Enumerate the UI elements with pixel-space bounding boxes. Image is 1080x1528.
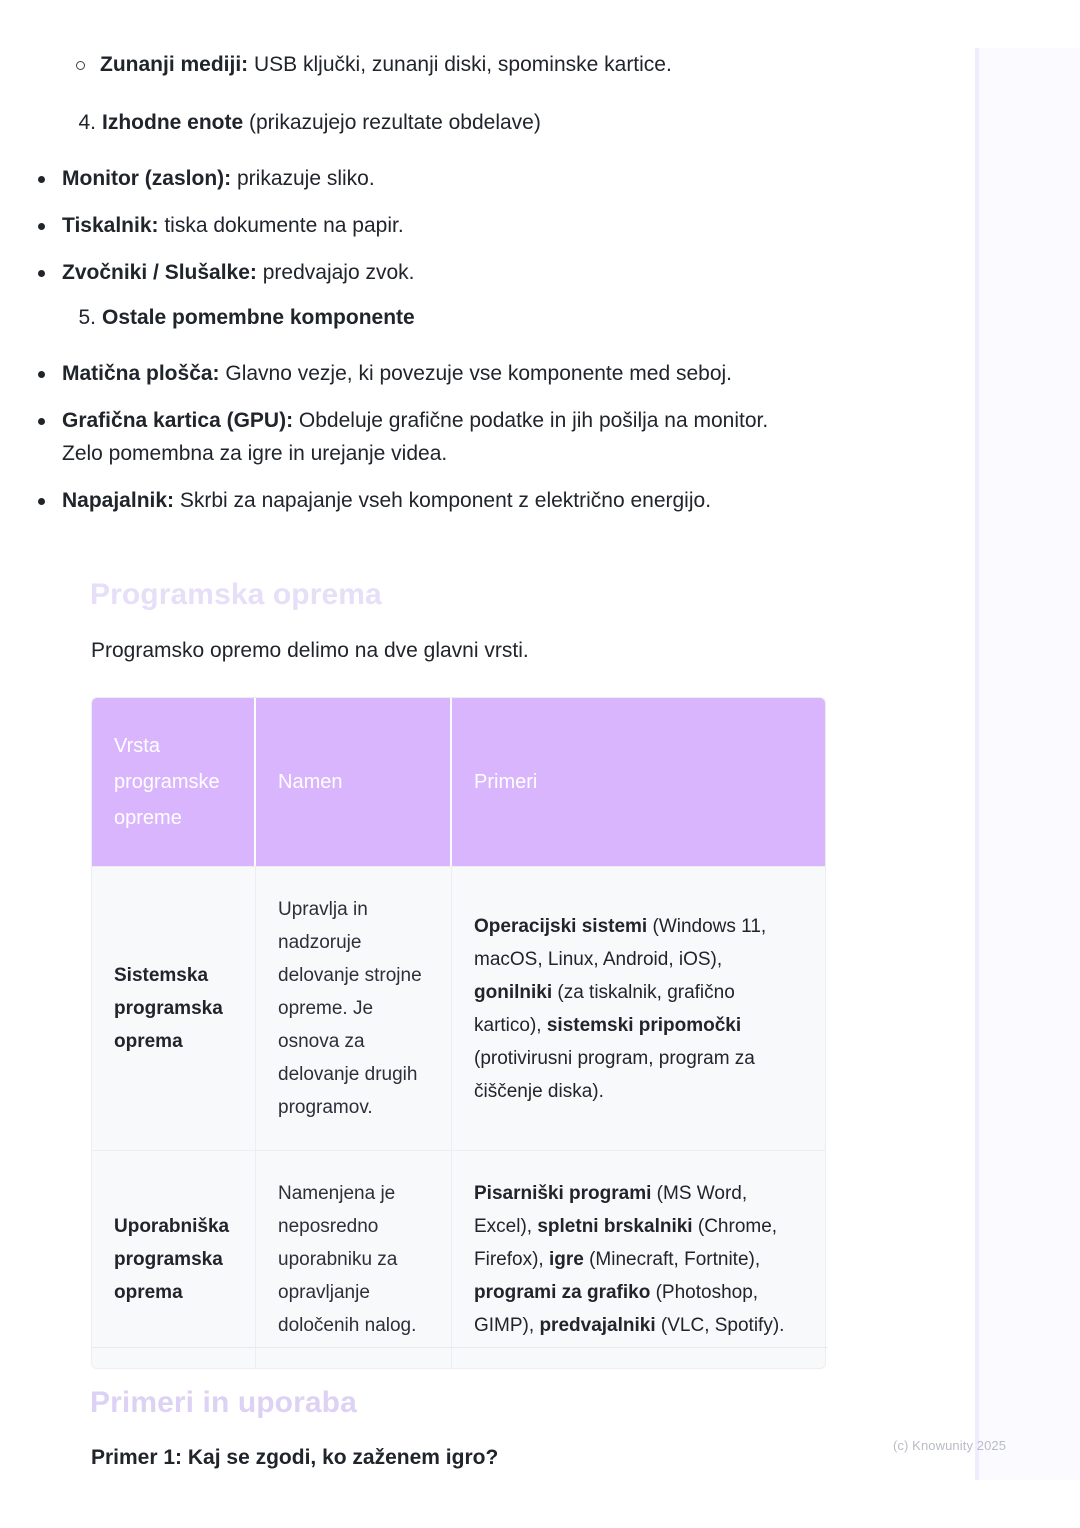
list-item: [62, 357, 782, 390]
example-term: predvajalniki: [539, 1315, 656, 1336]
list-item-desc: (prikazujejo rezultate obdelave): [243, 111, 541, 134]
cell-purpose: Namenjena je neposredno uporabniku za opravljanje določenih nalog.: [256, 1150, 452, 1368]
list-item-term: Tiskalnik:: [62, 214, 159, 237]
cell-purpose: Upravlja in nadzoruje delovanje strojne opreme. Je osnova za delovanje drugih programov.: [256, 866, 452, 1150]
example-subheading: Primer 1: Kaj se zgodi, ko zaženem igro?: [91, 1446, 499, 1469]
example-term: Operacijski sistemi: [474, 915, 648, 937]
list-item-desc: tiska dokumente na papir.: [158, 214, 404, 237]
example-term: igre: [548, 1249, 584, 1270]
list-item-term: Grafična kartica (GPU):: [62, 409, 294, 432]
example-term: programi za grafiko: [474, 1282, 651, 1303]
bullet-list-output-units: [0, 162, 900, 289]
list-item: [62, 404, 782, 470]
list-item-desc: Obdeluje grafične podatke in jih pošilja na monitor. Zelo pomembna za igre in urejanje videa.: [62, 409, 769, 465]
list-item-term: Izhodne enote: [102, 111, 244, 134]
list-item-desc: prikazuje sliko.: [231, 167, 375, 190]
table-row: [92, 1150, 825, 1368]
example-term: spletni brskalniki: [537, 1216, 693, 1237]
column-header-examples: Primeri: [452, 698, 825, 866]
software-intro-paragraph: Programsko opremo delimo na dve glavni vrsti.: [91, 639, 529, 662]
cell-examples: [452, 1150, 825, 1368]
right-edge-strip: [975, 48, 1080, 1480]
column-header-purpose: Namen: [256, 698, 452, 866]
list-item-term: Ostale pomembne komponente: [102, 306, 415, 329]
bullet-list-other-components: [0, 357, 900, 517]
table-row: [92, 866, 825, 1150]
list-item: [62, 256, 782, 289]
list-item: [78, 301, 900, 335]
section-divider: [92, 1347, 828, 1348]
list-item: [62, 209, 782, 242]
example-detail: (Windows 11, macOS, Linux, Android, iOS),: [474, 915, 767, 970]
list-item-desc: predvajajo zvok.: [256, 261, 415, 284]
section-heading-examples: Primeri in uporaba: [90, 1386, 357, 1419]
example-detail: (protivirusni program, program za čiščenje diska).: [474, 1047, 755, 1102]
list-number: 5.: [78, 306, 96, 329]
software-table-wrapper: [92, 698, 825, 1368]
ordered-list-level1: [0, 301, 900, 335]
list-item: [78, 106, 900, 140]
watermark-label: (c) Knowunity 2025: [893, 1438, 1007, 1453]
nested-list-external-media: [0, 48, 980, 95]
example-term: gonilniki: [474, 981, 553, 1003]
cell-type: Uporabniška programska oprema: [92, 1150, 256, 1368]
list-item-desc: USB ključki, zunanji diski, spominske kartice.: [248, 53, 672, 76]
list-item-term: Zvočniki / Slušalke:: [62, 261, 257, 284]
list-item-term: Napajalnik:: [62, 489, 175, 512]
example-detail: (za tiskalnik, grafično kartico),: [474, 981, 735, 1036]
ordered-list-level1: [0, 106, 900, 140]
table-header-row: [92, 698, 825, 866]
cell-type: Sistemska programska oprema: [92, 866, 256, 1150]
software-table: [92, 698, 825, 1368]
list-item-desc: Glavno vezje, ki povezuje vse komponente med seboj.: [219, 362, 732, 385]
list-number: 4.: [78, 111, 96, 134]
list-item: [62, 162, 782, 195]
list-item: [62, 484, 782, 517]
example-detail: (Chrome, Firefox),: [474, 1216, 778, 1270]
example-detail: (Photoshop, GIMP),: [474, 1282, 759, 1336]
example-term: sistemski pripomočki: [546, 1014, 742, 1036]
section-heading-software: Programska oprema: [90, 578, 382, 611]
numbered-item-5: [0, 301, 900, 531]
example-detail: (MS Word, Excel),: [474, 1183, 748, 1237]
example-detail: (VLC, Spotify).: [655, 1315, 785, 1336]
cell-examples: [452, 866, 825, 1150]
list-item: [100, 48, 820, 81]
example-detail: (Minecraft, Fortnite),: [583, 1249, 761, 1270]
example-term: Pisarniški programi: [474, 1183, 652, 1204]
list-item-desc: Skrbi za napajanje vseh komponent z električno energijo.: [174, 489, 712, 512]
list-item-term: Monitor (zaslon):: [62, 167, 232, 190]
list-item-term: Matična plošča:: [62, 362, 220, 385]
column-header-type: Vrsta programske opreme: [92, 698, 256, 866]
numbered-item-4: [0, 106, 900, 303]
list-item-term: Zunanji mediji:: [100, 53, 249, 76]
